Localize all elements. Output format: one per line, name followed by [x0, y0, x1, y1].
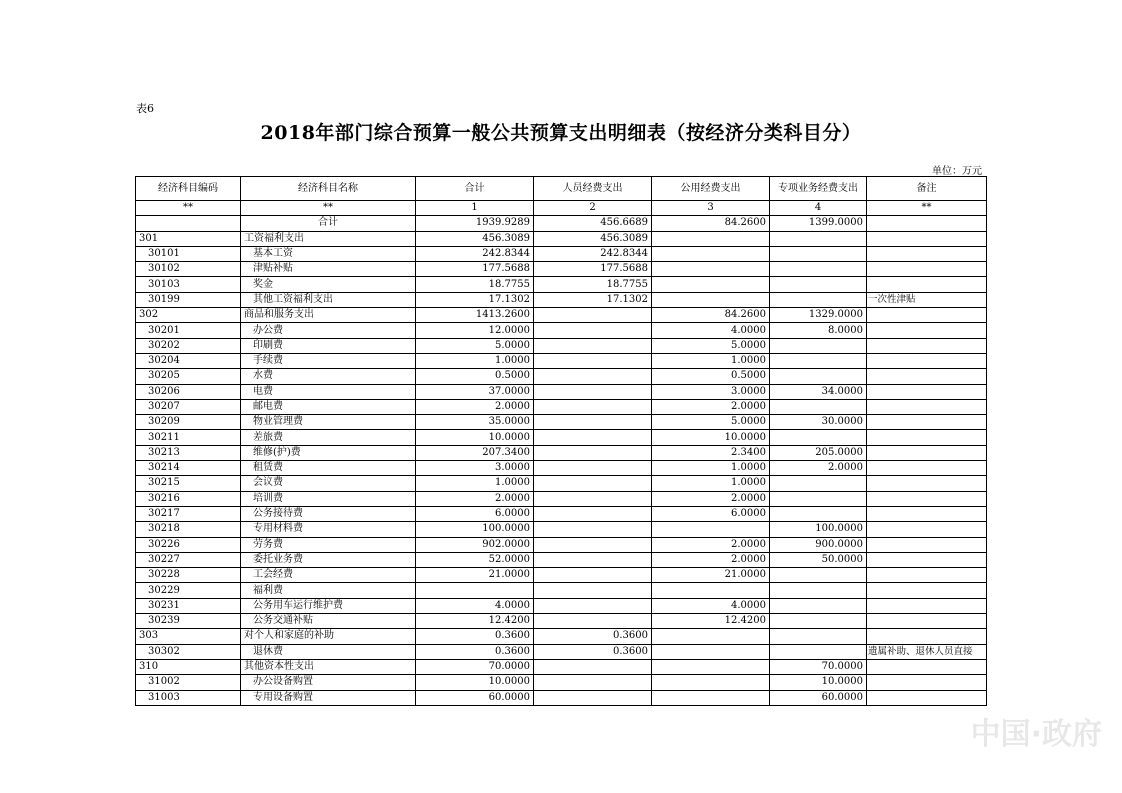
row-total: 207.3400 — [416, 445, 534, 460]
row-public: 12.4200 — [652, 614, 770, 629]
row-special: 205.0000 — [770, 445, 867, 460]
row-code: 30205 — [136, 369, 241, 384]
row-name: 电费 — [241, 384, 416, 399]
row-note — [867, 675, 987, 690]
table-row — [136, 476, 987, 491]
row-name: 办公费 — [241, 323, 416, 338]
row-public: 1.0000 — [652, 476, 770, 491]
row-personnel: 456.3089 — [534, 231, 652, 246]
row-name: 其他工资福利支出 — [241, 292, 416, 307]
row-personnel — [534, 476, 652, 491]
row-public: 21.0000 — [652, 568, 770, 583]
index-cell: ** — [867, 201, 987, 216]
row-total: 1.0000 — [416, 476, 534, 491]
row-note — [867, 491, 987, 506]
row-name: 商品和服务支出 — [241, 308, 416, 323]
row-special — [770, 231, 867, 246]
row-name: 会议费 — [241, 476, 416, 491]
row-public: 1.0000 — [652, 353, 770, 368]
row-special: 50.0000 — [770, 552, 867, 567]
row-name: 租赁费 — [241, 461, 416, 476]
row-note — [867, 659, 987, 674]
row-note — [867, 552, 987, 567]
table-row — [136, 614, 987, 629]
row-personnel: 242.8344 — [534, 246, 652, 261]
total-label: 合计 — [241, 216, 416, 231]
table-row — [136, 445, 987, 460]
row-total: 902.0000 — [416, 537, 534, 552]
row-special — [770, 277, 867, 292]
row-note — [867, 262, 987, 277]
row-code: 31003 — [136, 690, 241, 705]
total-personnel: 456.6689 — [534, 216, 652, 231]
row-code: 30102 — [136, 262, 241, 277]
row-total: 12.4200 — [416, 614, 534, 629]
table-tag: 表6 — [136, 102, 154, 115]
row-name: 津贴补贴 — [241, 262, 416, 277]
row-note — [867, 353, 987, 368]
row-note — [867, 598, 987, 613]
row-special — [770, 583, 867, 598]
row-name: 培训费 — [241, 491, 416, 506]
row-note — [867, 537, 987, 552]
row-total: 37.0000 — [416, 384, 534, 399]
row-special — [770, 246, 867, 261]
row-total: 2.0000 — [416, 491, 534, 506]
row-special: 8.0000 — [770, 323, 867, 338]
table-row — [136, 384, 987, 399]
row-code: 30228 — [136, 568, 241, 583]
row-note — [867, 277, 987, 292]
table-row — [136, 338, 987, 353]
row-public: 6.0000 — [652, 506, 770, 521]
row-special — [770, 644, 867, 659]
row-public — [652, 292, 770, 307]
row-personnel — [534, 491, 652, 506]
row-code: 30226 — [136, 537, 241, 552]
row-special: 60.0000 — [770, 690, 867, 705]
row-code: 30202 — [136, 338, 241, 353]
table-row — [136, 292, 987, 307]
row-note — [867, 246, 987, 261]
row-public: 2.0000 — [652, 552, 770, 567]
total-code — [136, 216, 241, 231]
row-personnel: 18.7755 — [534, 277, 652, 292]
row-code: 30229 — [136, 583, 241, 598]
row-note — [867, 629, 987, 644]
table-row — [136, 491, 987, 506]
table-row — [136, 399, 987, 414]
row-total: 3.0000 — [416, 461, 534, 476]
row-special — [770, 476, 867, 491]
table-row — [136, 629, 987, 644]
row-note — [867, 399, 987, 414]
table-row — [136, 506, 987, 521]
row-note — [867, 583, 987, 598]
row-total: 177.5688 — [416, 262, 534, 277]
row-personnel: 0.3600 — [534, 644, 652, 659]
row-name: 物业管理费 — [241, 415, 416, 430]
row-personnel: 177.5688 — [534, 262, 652, 277]
row-note — [867, 231, 987, 246]
table-row — [136, 568, 987, 583]
row-total: 6.0000 — [416, 506, 534, 521]
row-name: 手续费 — [241, 353, 416, 368]
row-name: 劳务费 — [241, 537, 416, 552]
row-total: 35.0000 — [416, 415, 534, 430]
row-note — [867, 476, 987, 491]
row-code: 30103 — [136, 277, 241, 292]
row-personnel: 0.3600 — [534, 629, 652, 644]
header-public: 公用经费支出 — [652, 177, 770, 201]
row-name: 委托业务费 — [241, 552, 416, 567]
row-total: 100.0000 — [416, 522, 534, 537]
row-total: 52.0000 — [416, 552, 534, 567]
row-code: 30201 — [136, 323, 241, 338]
row-public: 2.3400 — [652, 445, 770, 460]
row-total: 0.3600 — [416, 644, 534, 659]
row-public — [652, 644, 770, 659]
row-name: 奖金 — [241, 277, 416, 292]
row-special: 2.0000 — [770, 461, 867, 476]
row-name: 公务交通补贴 — [241, 614, 416, 629]
row-code: 30231 — [136, 598, 241, 613]
row-total: 1.0000 — [416, 353, 534, 368]
row-personnel — [534, 430, 652, 445]
row-note — [867, 369, 987, 384]
row-public: 4.0000 — [652, 598, 770, 613]
table-row — [136, 690, 987, 705]
row-note — [867, 461, 987, 476]
row-special — [770, 262, 867, 277]
row-public: 10.0000 — [652, 430, 770, 445]
table-row — [136, 659, 987, 674]
row-name: 办公设备购置 — [241, 675, 416, 690]
row-total: 60.0000 — [416, 690, 534, 705]
row-total: 456.3089 — [416, 231, 534, 246]
row-special: 1329.0000 — [770, 308, 867, 323]
row-personnel — [534, 415, 652, 430]
row-name: 水费 — [241, 369, 416, 384]
row-note — [867, 415, 987, 430]
row-name: 工资福利支出 — [241, 231, 416, 246]
unit-label: 单位：万元 — [932, 166, 982, 177]
row-personnel — [534, 614, 652, 629]
row-personnel: 17.1302 — [534, 292, 652, 307]
row-public — [652, 262, 770, 277]
watermark-logo: 中国·政府 — [970, 717, 1102, 752]
row-public — [652, 246, 770, 261]
row-special: 100.0000 — [770, 522, 867, 537]
table-row — [136, 369, 987, 384]
row-code: 301 — [136, 231, 241, 246]
row-total: 10.0000 — [416, 430, 534, 445]
row-total: 70.0000 — [416, 659, 534, 674]
row-note — [867, 384, 987, 399]
row-total: 4.0000 — [416, 598, 534, 613]
row-public — [652, 522, 770, 537]
table-row — [136, 415, 987, 430]
row-code: 30199 — [136, 292, 241, 307]
index-cell: 1 — [416, 201, 534, 216]
table-row — [136, 277, 987, 292]
row-note — [867, 323, 987, 338]
row-public: 1.0000 — [652, 461, 770, 476]
row-total: 242.8344 — [416, 246, 534, 261]
row-personnel — [534, 522, 652, 537]
row-public: 5.0000 — [652, 338, 770, 353]
row-code: 30214 — [136, 461, 241, 476]
row-name: 差旅费 — [241, 430, 416, 445]
row-personnel — [534, 537, 652, 552]
row-public: 2.0000 — [652, 537, 770, 552]
row-special — [770, 369, 867, 384]
table-row — [136, 323, 987, 338]
row-note — [867, 445, 987, 460]
table-row — [136, 231, 987, 246]
row-special: 30.0000 — [770, 415, 867, 430]
index-cell: 3 — [652, 201, 770, 216]
page-title: 2018年部门综合预算一般公共预算支出明细表（按经济分类科目分） — [260, 122, 862, 144]
table-row — [136, 461, 987, 476]
row-name: 其他资本性支出 — [241, 659, 416, 674]
row-code: 30207 — [136, 399, 241, 414]
row-code: 30302 — [136, 644, 241, 659]
row-public: 2.0000 — [652, 491, 770, 506]
row-name: 公务接待费 — [241, 506, 416, 521]
row-special — [770, 614, 867, 629]
row-total: 10.0000 — [416, 675, 534, 690]
row-special — [770, 598, 867, 613]
table-row — [136, 430, 987, 445]
row-code: 30211 — [136, 430, 241, 445]
index-cell: ** — [136, 201, 241, 216]
row-total: 0.3600 — [416, 629, 534, 644]
table-row — [136, 675, 987, 690]
header-special: 专项业务经费支出 — [770, 177, 867, 201]
row-code: 30101 — [136, 246, 241, 261]
row-note — [867, 338, 987, 353]
row-name: 维修(护)费 — [241, 445, 416, 460]
row-public — [652, 583, 770, 598]
row-note — [867, 308, 987, 323]
row-public: 2.0000 — [652, 399, 770, 414]
row-name: 对个人和家庭的补助 — [241, 629, 416, 644]
row-special — [770, 430, 867, 445]
index-cell: ** — [241, 201, 416, 216]
total-row — [136, 216, 987, 231]
row-special — [770, 568, 867, 583]
row-total: 1413.2600 — [416, 308, 534, 323]
row-note — [867, 690, 987, 705]
row-personnel — [534, 506, 652, 521]
row-public — [652, 231, 770, 246]
total-note — [867, 216, 987, 231]
row-name: 邮电费 — [241, 399, 416, 414]
row-code: 30204 — [136, 353, 241, 368]
index-row — [136, 201, 987, 216]
row-name: 印刷费 — [241, 338, 416, 353]
row-special: 70.0000 — [770, 659, 867, 674]
row-code: 30217 — [136, 506, 241, 521]
header-code: 经济科目编码 — [136, 177, 241, 201]
table-row — [136, 262, 987, 277]
row-name: 工会经费 — [241, 568, 416, 583]
total-public: 84.2600 — [652, 216, 770, 231]
row-personnel — [534, 461, 652, 476]
row-note — [867, 430, 987, 445]
row-name: 基本工资 — [241, 246, 416, 261]
row-code: 30213 — [136, 445, 241, 460]
row-personnel — [534, 308, 652, 323]
row-total: 12.0000 — [416, 323, 534, 338]
row-public: 0.5000 — [652, 369, 770, 384]
table-row — [136, 353, 987, 368]
row-public — [652, 277, 770, 292]
row-code: 30215 — [136, 476, 241, 491]
row-personnel — [534, 552, 652, 567]
row-personnel — [534, 369, 652, 384]
row-code: 30209 — [136, 415, 241, 430]
row-code: 30239 — [136, 614, 241, 629]
row-personnel — [534, 598, 652, 613]
row-personnel — [534, 323, 652, 338]
row-personnel — [534, 690, 652, 705]
row-public — [652, 629, 770, 644]
header-name: 经济科目名称 — [241, 177, 416, 201]
row-note: 遗属补助、退休人员直接 — [867, 644, 987, 659]
row-name: 专用材料费 — [241, 522, 416, 537]
row-personnel — [534, 353, 652, 368]
row-name: 福利费 — [241, 583, 416, 598]
row-total — [416, 583, 534, 598]
table-row — [136, 644, 987, 659]
row-special — [770, 506, 867, 521]
table-row — [136, 598, 987, 613]
row-total: 5.0000 — [416, 338, 534, 353]
header-total: 合计 — [416, 177, 534, 201]
header-row — [136, 177, 987, 201]
row-public: 5.0000 — [652, 415, 770, 430]
row-personnel — [534, 659, 652, 674]
row-total: 18.7755 — [416, 277, 534, 292]
row-code: 310 — [136, 659, 241, 674]
total-sum: 1939.9289 — [416, 216, 534, 231]
row-code: 30216 — [136, 491, 241, 506]
table-row — [136, 537, 987, 552]
table-row — [136, 522, 987, 537]
row-personnel — [534, 445, 652, 460]
row-code: 302 — [136, 308, 241, 323]
row-code: 30218 — [136, 522, 241, 537]
budget-table — [135, 176, 987, 706]
row-personnel — [534, 384, 652, 399]
header-note: 备注 — [867, 177, 987, 201]
row-name: 退休费 — [241, 644, 416, 659]
header-personnel: 人员经费支出 — [534, 177, 652, 201]
row-personnel — [534, 568, 652, 583]
row-total: 21.0000 — [416, 568, 534, 583]
row-total: 2.0000 — [416, 399, 534, 414]
row-special — [770, 629, 867, 644]
table-row — [136, 246, 987, 261]
row-public: 84.2600 — [652, 308, 770, 323]
total-special: 1399.0000 — [770, 216, 867, 231]
index-cell: 2 — [534, 201, 652, 216]
row-public — [652, 690, 770, 705]
row-special: 34.0000 — [770, 384, 867, 399]
row-name: 公务用车运行维护费 — [241, 598, 416, 613]
row-public: 4.0000 — [652, 323, 770, 338]
row-special: 900.0000 — [770, 537, 867, 552]
row-public — [652, 675, 770, 690]
row-note — [867, 568, 987, 583]
row-special — [770, 491, 867, 506]
row-special: 10.0000 — [770, 675, 867, 690]
row-public: 3.0000 — [652, 384, 770, 399]
row-code: 30206 — [136, 384, 241, 399]
row-personnel — [534, 338, 652, 353]
row-total: 17.1302 — [416, 292, 534, 307]
table-row — [136, 583, 987, 598]
row-personnel — [534, 675, 652, 690]
row-special — [770, 292, 867, 307]
row-note — [867, 614, 987, 629]
row-public — [652, 659, 770, 674]
row-note: 一次性津贴 — [867, 292, 987, 307]
row-special — [770, 338, 867, 353]
row-special — [770, 399, 867, 414]
row-code: 30227 — [136, 552, 241, 567]
row-note — [867, 522, 987, 537]
row-name: 专用设备购置 — [241, 690, 416, 705]
row-total: 0.5000 — [416, 369, 534, 384]
row-special — [770, 353, 867, 368]
index-cell: 4 — [770, 201, 867, 216]
row-personnel — [534, 583, 652, 598]
row-note — [867, 506, 987, 521]
row-code: 303 — [136, 629, 241, 644]
table-row — [136, 308, 987, 323]
row-personnel — [534, 399, 652, 414]
row-code: 31002 — [136, 675, 241, 690]
table-row — [136, 552, 987, 567]
